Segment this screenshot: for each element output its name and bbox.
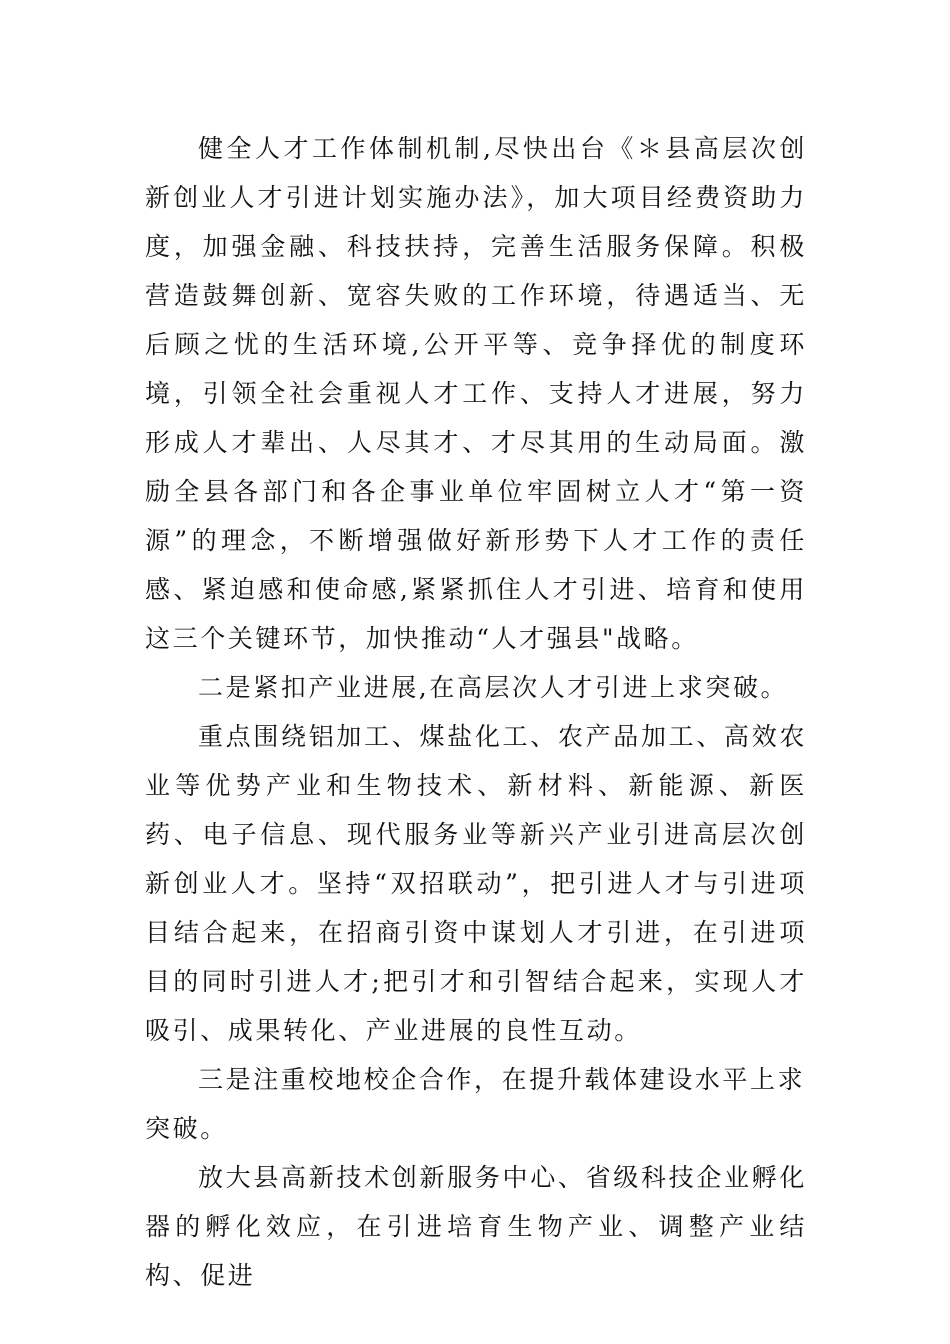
section-heading-cooperation: 三是注重校地校企合作，在提升载体建设水平上求突破。 <box>145 1065 806 1143</box>
paragraph-talent-mechanism: 健全人才工作体制机制,尽快出台《＊县高层次创新创业人才引进计划实施办法》，加大项目经费资助力度，加强金融、科技扶持，完善生活服务保障。积极营造鼓舞创新、宽容失败的工作环境，待遇适当、无后顾之忧的生活环境,公开平等、竞争择优的制度环境，引领全社会重视人才工作、支持人才进展，努力形成人才辈出、人尽其才、才尽其用的生动局面。激励全县各部门和各企事业单位牢固树立人才“第一资源”的理念，不断增强做好新形势下人才工作的责任感、紧迫感和使命感,紧紧抓住人才引进、培育和使用这三个关键环节，加快推动“人才强县"战略。 <box>145 134 807 653</box>
document-body <box>145 124 807 1300</box>
paragraph-incubator: 放大县高新技术创新服务中心、省级科技企业孵化器的孵化效应，在引进培育生物产业、调整产业结构、促进 <box>145 1163 807 1290</box>
paragraph-industry-talent: 重点围绕铝加工、煤盐化工、农产品加工、高效农业等优势产业和生物技术、新材料、新能源、新医药、电子信息、现代服务业等新兴产业引进高层次创新创业人才。坚持“双招联动”，把引进人才与引进项目结合起来，在招商引资中谋划人才引进，在引进项目的同时引进人才;把引才和引智结合起来，实现人才吸引、成果转化、产业进展的良性互动。 <box>145 722 807 1045</box>
section-heading-industry: 二是紧扣产业进展,在高层次人才引进上求突破。 <box>198 673 789 702</box>
